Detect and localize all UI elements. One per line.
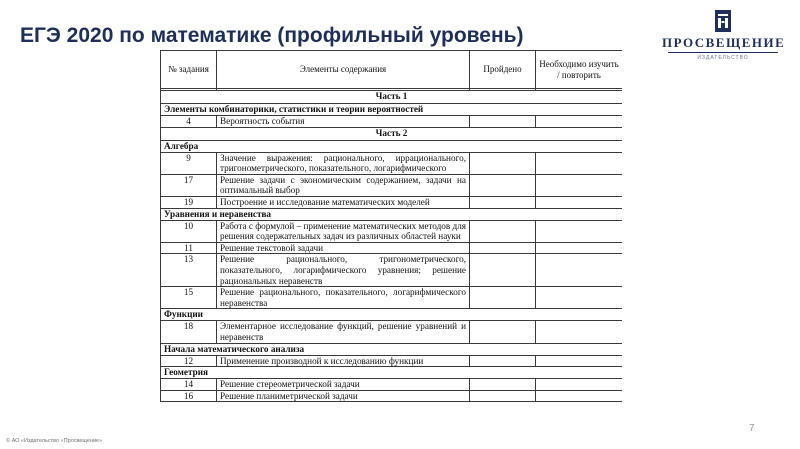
task-content: Вероятность события (217, 116, 470, 128)
done-cell (470, 321, 536, 343)
done-cell (470, 379, 536, 391)
logo-emblem-icon (715, 10, 731, 32)
task-content: Решение рационального, показательного, логарифмического неравенства (217, 287, 470, 309)
task-content: Решение рационального, тригонометрического, показательного, логарифмического уравнения; решение рациональных неравенств (217, 254, 470, 287)
review-cell (536, 174, 623, 196)
section-row (161, 104, 623, 116)
section-algebra: Алгебра (161, 140, 623, 152)
section-row (161, 367, 623, 379)
part-row (161, 127, 623, 140)
done-cell (470, 196, 536, 208)
section-row (161, 140, 623, 152)
task-content: Решение планиметрической задачи (217, 390, 470, 402)
task-number: 19 (161, 196, 217, 208)
task-number: 17 (161, 174, 217, 196)
logo-divider (668, 52, 778, 53)
table-row (161, 242, 623, 254)
section-geometry: Геометрия (161, 367, 623, 379)
page-number: 7 (749, 423, 755, 434)
task-number: 10 (161, 220, 217, 242)
done-cell (470, 287, 536, 309)
table-row (161, 116, 623, 128)
section-row (161, 208, 623, 220)
task-content: Работа с формулой – применение математических методов для решения содержательных задач из различных областей науки (217, 220, 470, 242)
done-cell (470, 355, 536, 367)
copyright-footer: © АО «Издательство «Просвещение» (6, 438, 103, 444)
header-task-number: № задания (161, 51, 217, 89)
content-table-document (160, 50, 622, 449)
review-cell (536, 220, 623, 242)
logo-tagline: ИЗДАТЕЛЬСТВО (697, 55, 749, 61)
section-row (161, 343, 623, 355)
review-cell (536, 152, 623, 174)
table-row (161, 254, 623, 287)
task-content: Решение стереометрической задачи (217, 379, 470, 391)
review-cell (536, 242, 623, 254)
header-need-review: Необходимо изучить / повторить (536, 51, 623, 89)
task-number: 12 (161, 355, 217, 367)
review-cell (536, 321, 623, 343)
part-row (161, 91, 623, 104)
section-combinatorics: Элементы комбинаторики, статистики и теории вероятностей (161, 104, 623, 116)
table-row (161, 152, 623, 174)
section-functions: Функции (161, 309, 623, 321)
part-2-label: Часть 2 (161, 127, 623, 140)
done-cell (470, 152, 536, 174)
task-number: 11 (161, 242, 217, 254)
done-cell (470, 116, 536, 128)
section-row (161, 309, 623, 321)
task-number: 4 (161, 116, 217, 128)
review-cell (536, 390, 623, 402)
table-row (161, 321, 623, 343)
task-content: Значение выражения: рационального, иррационального, тригонометрического, показательного, логарифмического (217, 152, 470, 174)
task-content: Элементарное исследование функций, решение уравнений и неравенств (217, 321, 470, 343)
table-row (161, 220, 623, 242)
logo-name: ПРОСВЕЩЕНИЕ (662, 35, 786, 50)
content-elements-table (160, 50, 622, 402)
done-cell (470, 174, 536, 196)
header-content-elements: Элементы содержания (217, 51, 470, 89)
task-number: 16 (161, 390, 217, 402)
table-header-row (161, 51, 623, 89)
table-row (161, 174, 623, 196)
slide-title: ЕГЭ 2020 по математике (профильный уровень) (20, 24, 524, 47)
prosveshchenie-logo (662, 8, 784, 64)
review-cell (536, 355, 623, 367)
part-1-label: Часть 1 (161, 91, 623, 104)
done-cell (470, 254, 536, 287)
table-row (161, 355, 623, 367)
task-number: 14 (161, 379, 217, 391)
done-cell (470, 242, 536, 254)
review-cell (536, 196, 623, 208)
table-row (161, 390, 623, 402)
review-cell (536, 287, 623, 309)
table-row (161, 196, 623, 208)
section-equations: Уравнения и неравенства (161, 208, 623, 220)
task-content: Построение и исследование математических моделей (217, 196, 470, 208)
table-row (161, 379, 623, 391)
review-cell (536, 254, 623, 287)
task-number: 9 (161, 152, 217, 174)
done-cell (470, 390, 536, 402)
task-content: Решение задачи с экономическим содержанием, задачи на оптимальный выбор (217, 174, 470, 196)
review-cell (536, 116, 623, 128)
task-number: 15 (161, 287, 217, 309)
section-analysis: Начала математического анализа (161, 343, 623, 355)
task-content: Применение производной к исследованию функции (217, 355, 470, 367)
review-cell (536, 379, 623, 391)
done-cell (470, 220, 536, 242)
header-done: Пройдено (470, 51, 536, 89)
task-number: 18 (161, 321, 217, 343)
task-number: 13 (161, 254, 217, 287)
task-content: Решение текстовой задачи (217, 242, 470, 254)
table-row (161, 287, 623, 309)
